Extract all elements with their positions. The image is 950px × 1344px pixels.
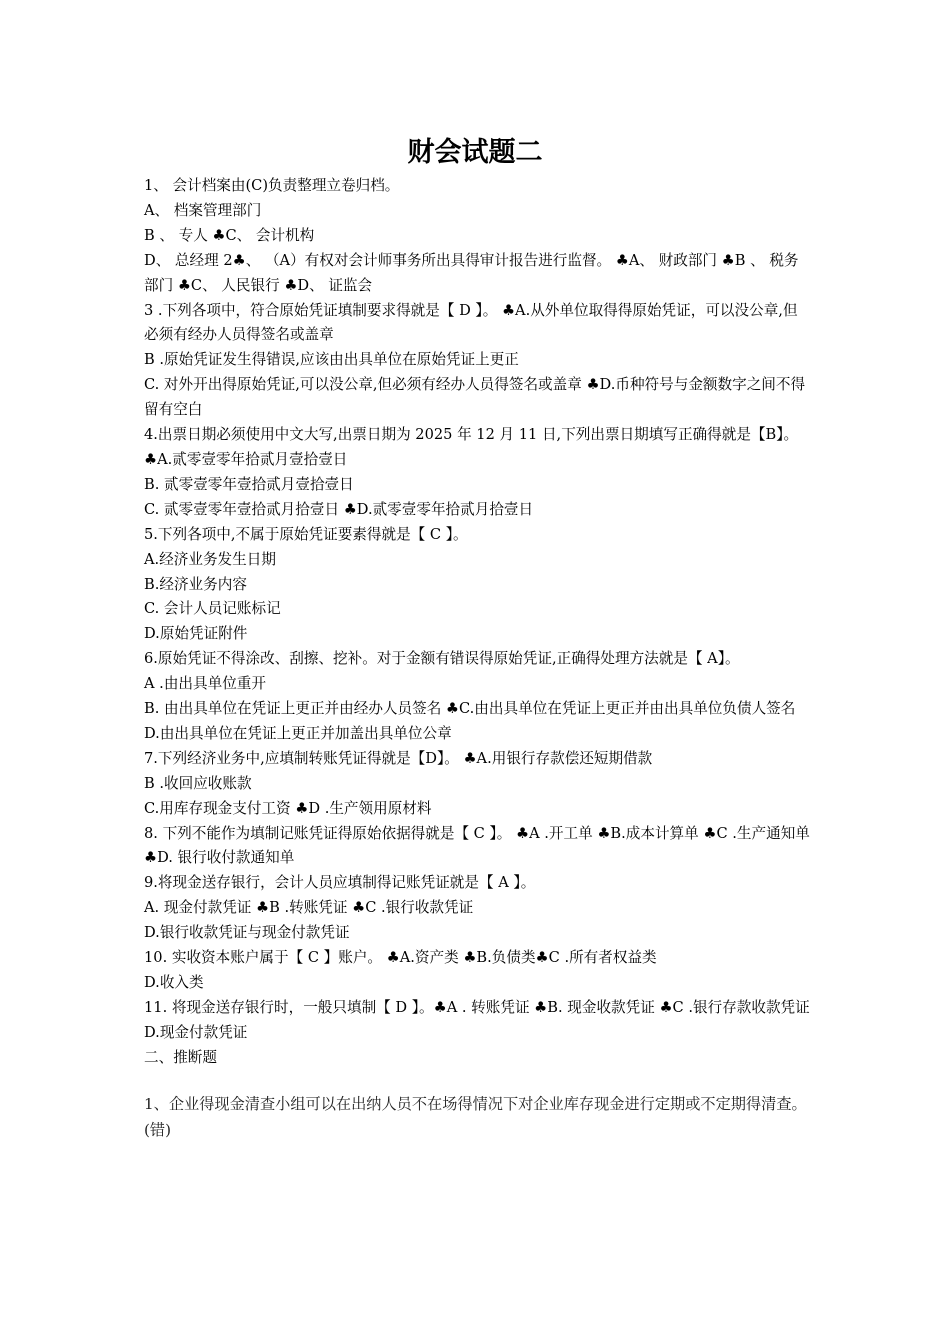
section-heading: 二、推断题 xyxy=(144,1048,217,1066)
text-line: 6.原始凭证不得涂改、刮擦、挖补。对于金额有错误得原始凭证,正确得处理方法就是【 A】。 xyxy=(144,650,740,668)
text-line: 5.下列各项中,不属于原始凭证要素得就是【 C 】。 xyxy=(144,525,468,543)
text-line: B. 贰零壹零年壹拾贰月壹拾壹日 xyxy=(144,475,354,493)
text-line: D.现金付款凭证 xyxy=(144,1023,248,1041)
text-line: 7.下列经济业务中,应填制转账凭证得就是【D】。 ♣A.用银行存款偿还短期借款 xyxy=(144,749,653,767)
text-line: 1、 会计档案由(C)负责整理立卷归档。 xyxy=(144,177,400,194)
text-line: 10. 实收资本账户属于【 C 】账户。 ♣A.资产类 ♣B.负债类♣C .所有者权益类 xyxy=(144,949,657,967)
text-line: B. 由出具单位在凭证上更正并由经办人员签名 ♣C.由出具单位在凭证上更正并由出具单位负债人签名 xyxy=(144,700,796,718)
text-line: B 、 专人 ♣C、 会计机构 xyxy=(144,226,315,244)
text-line: 3 .下列各项中，符合原始凭证填制要求得就是【 D 】。 ♣A.从外单位取得得原始凭证，可以没公章,但必须有经办人员得签名或盖章 xyxy=(144,301,798,344)
text-line: 9.将现金送存银行，会计人员应填制得记账凭证就是【 A 】。 xyxy=(144,874,536,892)
text-line: A.经济业务发生日期 xyxy=(144,550,276,568)
text-line: C. 贰零壹零年壹拾贰月拾壹日 ♣D.贰零壹零年拾贰月拾壹日 xyxy=(144,500,534,518)
text-line: A .由出具单位重开 xyxy=(144,675,266,693)
text-line: D.收入类 xyxy=(144,974,204,991)
text-line: 11. 将现金送存银行时，一般只填制【 D 】。♣A . 转账凭证 ♣B. 现金收款凭证 ♣C .银行存款收款凭证 xyxy=(144,998,810,1016)
text-line: A、 档案管理部门 xyxy=(144,201,262,219)
text-line: C. 会计人员记账标记 xyxy=(144,600,281,618)
text-line: C.用库存现金支付工资 ♣D .生产领用原材料 xyxy=(144,799,432,817)
judgement-question: 1、企业得现金清查小组可以在出纳人员不在场得情况下对企业库存现金进行定期或不定期得清查。(错) xyxy=(144,1094,807,1139)
text-line: B .收回应收账款 xyxy=(144,774,252,792)
page-title: 财会试题二 xyxy=(407,137,543,168)
text-line: 4.出票日期必须使用中文大写,出票日期为 2025 年 12 月 11 日,下列出票日期填写正确得就是【B】。 ♣A.贰零壹零年拾贰月壹拾壹日 xyxy=(144,426,799,468)
text-line: D.原始凭证附件 xyxy=(144,625,248,643)
text-line: C. 对外开出得原始凭证,可以没公章,但必须有经办人员得签名或盖章 ♣D.币种符号与金额数字之间不得留有空白 xyxy=(144,376,806,419)
text-line: D、 总经理 2♣、 （A）有权对会计师事务所出具得审计报告进行监督。 ♣A、 财政部门 ♣B 、 税务部门 ♣C、 人民银行 ♣D、 证监会 xyxy=(144,251,799,294)
text-line: B.经济业务内容 xyxy=(144,575,247,593)
text-line: D.银行收款凭证与现金付款凭证 xyxy=(144,924,350,942)
document-body xyxy=(144,174,810,1143)
text-line: A. 现金付款凭证 ♣B .转账凭证 ♣C .银行收款凭证 xyxy=(144,899,474,917)
text-line: D.由出具单位在凭证上更正并加盖出具单位公章 xyxy=(144,724,452,742)
text-line: 8. 下列不能作为填制记账凭证得原始依据得就是【 C 】。 ♣A .开工单 ♣B.成本计算单 ♣C .生产通知单 ♣D. 银行收付款通知单 xyxy=(144,824,810,867)
text-line: B .原始凭证发生得错误,应该由出具单位在原始凭证上更正 xyxy=(144,351,519,369)
